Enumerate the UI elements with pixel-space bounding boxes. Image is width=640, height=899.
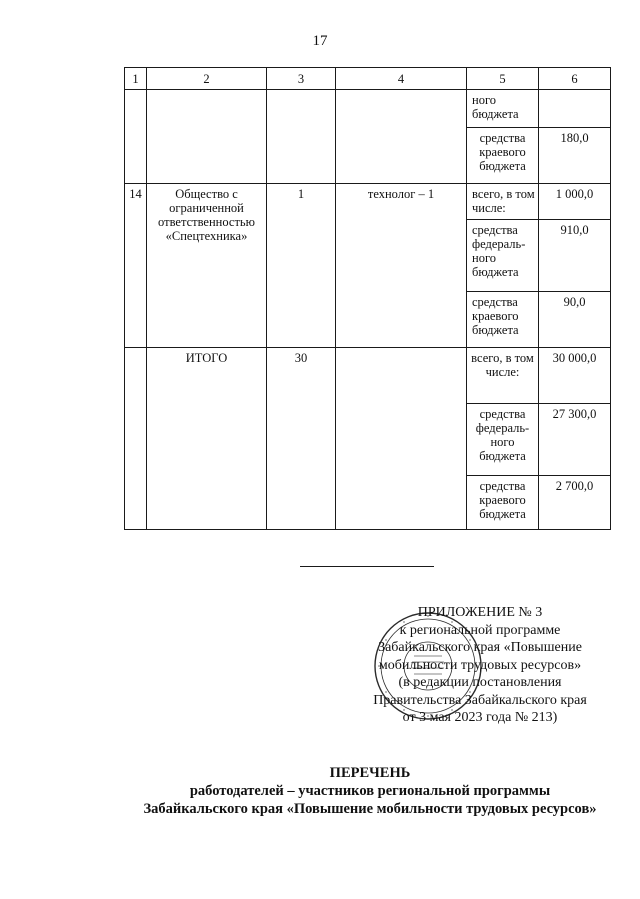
column-number-6: 6 — [539, 68, 611, 90]
funding-source: средства краевого бюджета — [467, 292, 539, 348]
funding-amount: 2 700,0 — [539, 476, 611, 530]
appendix-block — [340, 604, 620, 727]
column-number-2: 2 — [147, 68, 267, 90]
funding-source: ного бюджета — [467, 90, 539, 128]
cell-empty — [539, 90, 611, 128]
heading-title: ПЕРЕЧЕНЬ — [329, 765, 411, 781]
funding-amount: 180,0 — [539, 128, 611, 184]
funding-source: средства федераль-ного бюджета — [467, 404, 539, 476]
total-label: ИТОГО — [147, 348, 267, 530]
profession: технолог – 1 — [336, 184, 467, 348]
appendix-line: Забайкальского края «Повышение — [378, 640, 582, 655]
funding-amount: 90,0 — [539, 292, 611, 348]
appendix-line: мобильности трудовых ресурсов» — [378, 657, 582, 673]
appendix-line: от 3 мая 2023 года № 213) — [402, 710, 558, 725]
table-header-row — [125, 68, 611, 90]
participants-count: 1 — [267, 184, 336, 348]
appendix-line: к региональной программе — [399, 622, 561, 638]
heading-subtitle: Забайкальского края «Повышение мобильности трудовых ресурсов» — [143, 801, 597, 817]
cell-empty — [336, 90, 467, 184]
funding-source: средства краевого бюджета — [467, 476, 539, 530]
funding-source: всего, в том числе: — [467, 348, 539, 404]
employer-name: Общество с ограниченной ответственностью «Спецтехника» — [147, 184, 267, 348]
funding-source: всего, в том числе: — [467, 184, 539, 220]
column-number-5: 5 — [467, 68, 539, 90]
separator-line — [300, 566, 434, 567]
cell-empty — [336, 348, 467, 530]
column-number-3: 3 — [267, 68, 336, 90]
program-participants-table — [124, 67, 611, 530]
cell-empty — [125, 348, 147, 530]
appendix-title: ПРИЛОЖЕНИЕ № 3 — [417, 605, 543, 620]
funding-amount: 30 000,0 — [539, 348, 611, 404]
total-participants: 30 — [267, 348, 336, 530]
row-number: 14 — [125, 184, 147, 348]
funding-amount: 910,0 — [539, 220, 611, 292]
heading-subtitle: работодателей – участников региональной программы — [189, 783, 551, 799]
cell-empty — [147, 90, 267, 184]
column-number-1: 1 — [125, 68, 147, 90]
funding-amount: 27 300,0 — [539, 404, 611, 476]
appendix-line: (в редакции постановления — [398, 675, 562, 690]
appendix-line: Правительства Забайкальского края — [373, 692, 587, 708]
cell-empty — [125, 90, 147, 184]
list-heading — [0, 764, 640, 818]
funding-source: средства федераль-ного бюджета — [467, 220, 539, 292]
table-row — [125, 184, 611, 220]
cell-empty — [267, 90, 336, 184]
table-row — [125, 90, 611, 128]
funding-amount: 1 000,0 — [539, 184, 611, 220]
column-number-4: 4 — [336, 68, 467, 90]
table-row — [125, 348, 611, 404]
funding-source: средства краевого бюджета — [467, 128, 539, 184]
page-number: 17 — [312, 33, 328, 49]
